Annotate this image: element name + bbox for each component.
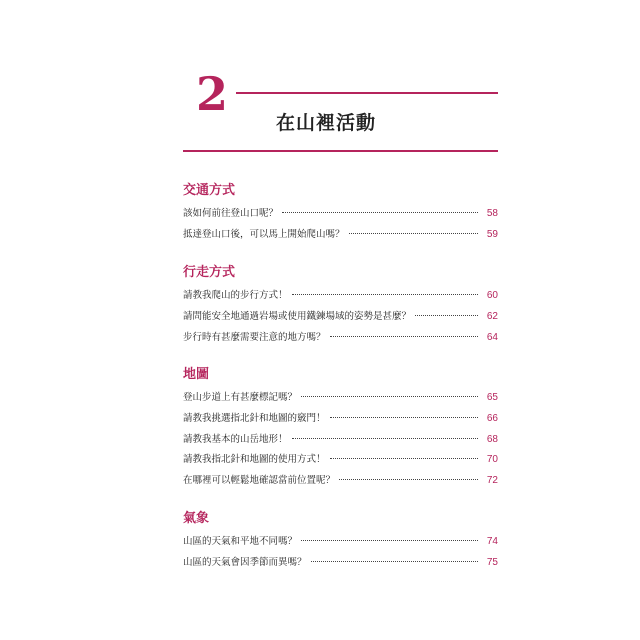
toc-entry-text: 登山步道上有甚麼標記嗎？: [183, 392, 298, 403]
toc-entry-text: 在哪裡可以輕鬆地確認當前位置呢？: [183, 475, 336, 487]
toc-entry-text: 步行時有甚麼需要注意的地方嗎？: [183, 331, 326, 343]
section-heading: 氣象: [183, 511, 210, 526]
toc-entry-text: 請教我基本的山岳地形！: [183, 433, 288, 445]
toc-entry[interactable]: [183, 409, 498, 430]
toc-entry-text: 請教我指北針和地圖的使用方式！: [183, 454, 326, 466]
chapter-rule-bottom: [183, 150, 498, 152]
dot-leader: [330, 458, 478, 459]
toc-page-number: 66: [486, 412, 498, 424]
toc-entry[interactable]: [183, 307, 498, 328]
section-heading: 地圖: [183, 367, 210, 382]
section-heading: 行走方式: [183, 265, 236, 280]
toc-page-number: 62: [486, 310, 498, 322]
toc-page-number: 75: [486, 556, 498, 568]
toc-entry[interactable]: [183, 430, 498, 451]
toc-entry[interactable]: [183, 328, 498, 349]
toc-entry[interactable]: [183, 450, 498, 471]
toc-entry[interactable]: [183, 225, 498, 246]
toc-entry[interactable]: [183, 471, 498, 492]
toc-page-number: 58: [486, 208, 498, 219]
dot-leader: [330, 417, 478, 418]
toc-section-transport: [183, 182, 498, 246]
dot-leader: [301, 396, 478, 397]
toc-entry[interactable]: [183, 204, 498, 225]
toc-page-number: 70: [486, 454, 498, 466]
toc-entry-text: 山區的天氣和平地不同嗎？: [183, 536, 298, 547]
chapter-rule-top: [236, 92, 498, 94]
toc-entry[interactable]: [183, 388, 498, 409]
toc-section-walking: [183, 264, 498, 348]
toc-page-number: 74: [486, 536, 498, 547]
dot-leader: [339, 479, 478, 480]
toc-entry-text: 山區的天氣會因季節而異嗎？: [183, 556, 307, 568]
toc-entry-text: 請教我挑選指北針和地圖的竅門！: [183, 412, 326, 424]
toc-page-number: 65: [486, 392, 498, 403]
dot-leader: [301, 540, 478, 541]
toc-entry[interactable]: [183, 286, 498, 307]
toc-page-number: 64: [486, 331, 498, 343]
chapter-title: 在山裡活動: [276, 112, 377, 134]
dot-leader: [311, 561, 478, 562]
toc-entry[interactable]: [183, 553, 498, 574]
toc-entry[interactable]: [183, 532, 498, 553]
dot-leader: [282, 212, 478, 213]
toc-entry-text: 該如何前往登山口呢？: [183, 208, 279, 219]
toc-entry-text: 請問能安全地通過岩場或使用鐵鍊場域的姿勢是甚麼？: [183, 310, 412, 322]
dot-leader: [292, 294, 478, 295]
dot-leader: [330, 336, 478, 337]
dot-leader: [349, 233, 478, 234]
toc-section-map: [183, 366, 498, 492]
dot-leader: [292, 438, 478, 439]
toc-page-number: 72: [486, 475, 498, 487]
section-heading: 交通方式: [183, 183, 236, 198]
toc-page-number: 59: [486, 228, 498, 240]
toc-page-number: 68: [486, 433, 498, 445]
toc-entry-text: 抵達登山口後，可以馬上開始爬山嗎？: [183, 228, 345, 240]
toc-page-number: 60: [486, 290, 498, 301]
toc-section-weather: [183, 510, 498, 574]
chapter-number: 2: [196, 67, 229, 121]
dot-leader: [415, 315, 478, 316]
toc-entry-text: 請教我爬山的步行方式！: [183, 290, 288, 301]
